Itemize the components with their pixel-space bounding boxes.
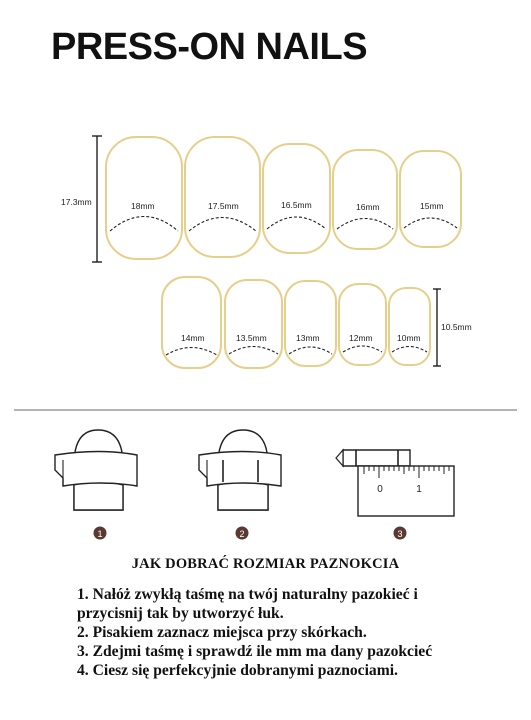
size-label: 16.5mm <box>281 200 312 210</box>
step3-badge <box>394 527 407 540</box>
size-label: 12mm <box>349 333 373 343</box>
nail-18mm <box>106 137 182 259</box>
nail-14mm <box>162 277 221 368</box>
step1-illustration <box>55 430 137 510</box>
size-label: 13.5mm <box>236 333 267 343</box>
svg-text:2: 2 <box>239 529 245 539</box>
svg-text:1: 1 <box>97 529 103 539</box>
page-title: PRESS-ON NAILS <box>51 26 368 68</box>
instruction-line: 3. Zdejmi taśmę i sprawdź ile mm ma dany pazokcieć <box>77 643 433 660</box>
nail-13-5mm <box>225 280 282 368</box>
ruler-tick-label: 0 <box>377 484 383 495</box>
nail-17-5mm <box>185 137 260 257</box>
nail-13mm <box>285 281 336 366</box>
instruction-line: 2. Pisakiem zaznacz miejsca przy skórkach. <box>77 624 367 641</box>
size-label: 17.5mm <box>208 201 239 211</box>
nail-15mm <box>400 151 461 247</box>
height-indicator-row1 <box>61 136 102 262</box>
ruler <box>358 466 454 516</box>
instructions-heading: JAK DOBRAĆ ROZMIAR PAZNOKCIA <box>131 556 400 572</box>
height-label-row1: 17.3mm <box>61 197 92 207</box>
instruction-line: 4. Ciesz się perfekcyjnie dobranymi paznociami. <box>77 662 398 679</box>
nail-12mm <box>339 284 386 365</box>
step1-badge <box>94 527 107 540</box>
height-indicator-row2 <box>433 289 472 366</box>
size-label: 10mm <box>397 333 421 343</box>
nail-16mm <box>333 150 397 249</box>
nail-16-5mm <box>263 144 330 253</box>
instructions-list <box>77 585 432 680</box>
step2-badge <box>236 527 249 540</box>
ruler-tick-label: 1 <box>416 484 422 495</box>
height-label-row2: 10.5mm <box>441 322 472 332</box>
size-label: 13mm <box>296 333 320 343</box>
step2-illustration <box>199 430 281 510</box>
size-label: 16mm <box>356 202 380 212</box>
nail-10mm <box>389 288 430 365</box>
step3-illustration <box>336 450 454 516</box>
size-label: 14mm <box>181 333 205 343</box>
svg-text:3: 3 <box>397 529 403 539</box>
instruction-line: 1. Nałóż zwykłą taśmę na twój naturalny pazokieć i <box>77 586 418 603</box>
size-label: 15mm <box>420 201 444 211</box>
size-label: 18mm <box>131 201 155 211</box>
instruction-line: przycisnij tak by utworzyć łuk. <box>77 605 284 622</box>
